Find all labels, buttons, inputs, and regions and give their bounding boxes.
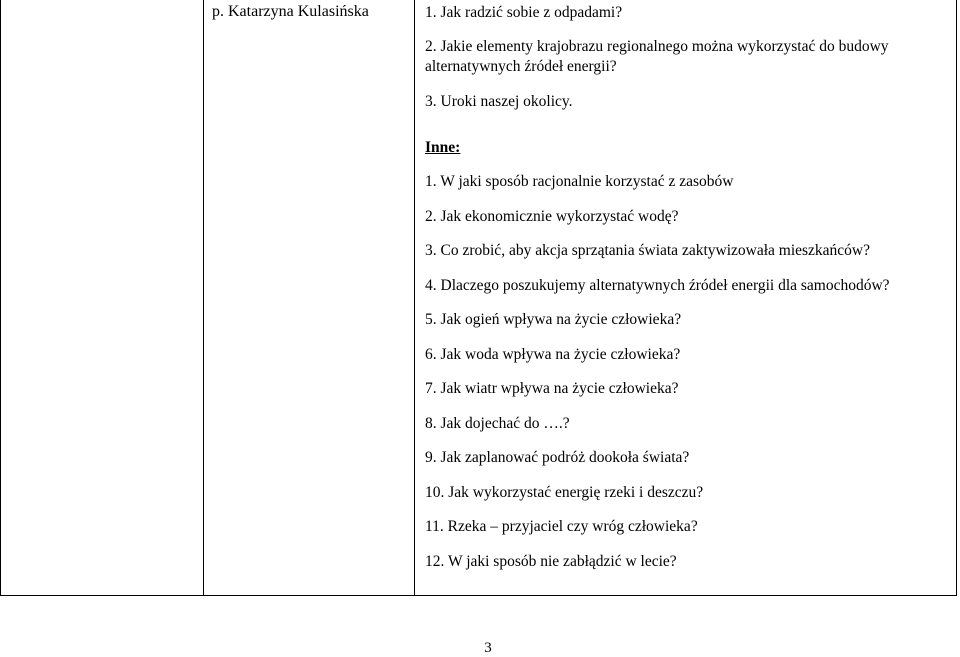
question-other-6: 6. Jak woda wpływa na życie człowieka? [425,346,681,363]
question-other-11: 11. Rzeka – przyjaciel czy wróg człowieka? [425,518,698,535]
question-other-1: 1. W jaki sposób racjonalnie korzystać z zasobów [425,173,734,190]
question-other-9: 9. Jak zaplanować podróż dookoła świata? [425,449,690,466]
page-number: 3 [484,640,492,656]
author-cell: p. Katarzyna Kulasińska [212,3,369,20]
question-other-2: 2. Jak ekonomicznie wykorzystać wodę? [425,208,679,225]
question-main-1: 1. Jak radzić sobie z odpadami? [425,4,623,21]
question-other-5: 5. Jak ogień wpływa na życie człowieka? [425,311,682,328]
question-other-12: 12. W jaki sposób nie zabłądzić w lecie? [425,553,677,570]
question-main-2: 2. Jakie elementy krajobrazu regionalnego można wykorzystać do budowy [425,38,889,55]
question-main-2-cont: alternatywnych źródeł energii? [425,58,617,75]
other-heading: Inne: [425,139,461,156]
table-divider-2 [414,0,415,596]
question-other-3: 3. Co zrobić, aby akcja sprzątania świata zaktywizowała mieszkańców? [425,242,871,259]
table-border-left [0,0,1,596]
question-other-4: 4. Dlaczego poszukujemy alternatywnych źródeł energii dla samochodów? [425,277,890,294]
question-other-10: 10. Jak wykorzystać energię rzeki i deszczu? [425,484,704,501]
question-other-8: 8. Jak dojechać do ….? [425,415,570,432]
question-main-3: 3. Uroki naszej okolicy. [425,93,573,110]
question-other-7: 7. Jak wiatr wpływa na życie człowieka? [425,380,679,397]
table-divider-1 [203,0,204,596]
